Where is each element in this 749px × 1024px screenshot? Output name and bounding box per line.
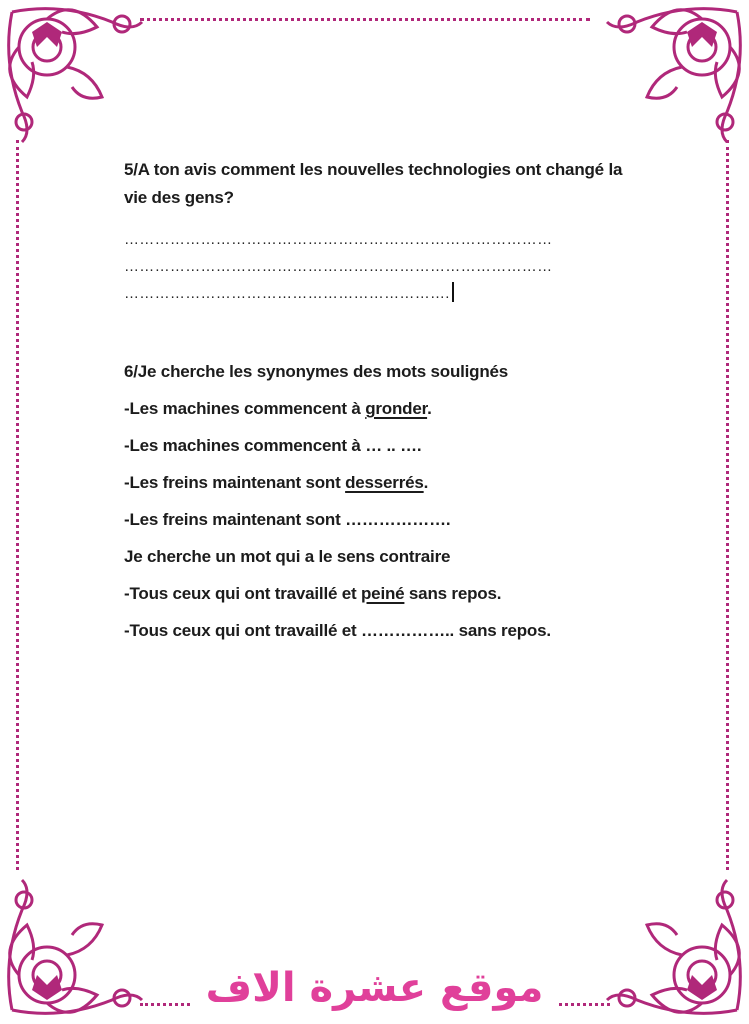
site-name-watermark: موقع عشرة الاف <box>192 965 558 1011</box>
question-6 <box>124 353 624 649</box>
corner-ornament-top-left <box>2 2 152 152</box>
underlined-word-gronder: gronder <box>365 399 428 418</box>
antonym-sentence-start: -Tous ceux qui ont travaillé et <box>124 584 361 603</box>
question-5-answer-area <box>124 226 624 307</box>
antonym-sentence-end: sans repos. <box>404 584 502 603</box>
worksheet-content <box>124 150 624 649</box>
synonym-sentence-1-end: . <box>427 399 432 418</box>
question-6-prompt: 6/Je cherche les synonymes des mots soulignés <box>124 362 509 381</box>
synonym-answer-1: -Les machines commencent à … .. …. <box>124 436 422 455</box>
synonym-sentence-2-end: . <box>423 473 429 492</box>
synonym-sentence-1-start: -Les machines commencent à <box>124 399 366 418</box>
footer <box>0 958 749 1018</box>
answer-line-3-text: ………………………………………………………. <box>124 285 450 302</box>
frame-left-border <box>16 140 19 870</box>
underlined-word-desserres: desserrés <box>345 473 424 492</box>
frame-top-border <box>140 18 590 21</box>
frame-right-border <box>726 140 729 870</box>
question-5-prompt: 5/A ton avis comment les nouvelles technologies ont changé la vie des gens? <box>124 160 623 207</box>
answer-line-3 <box>124 280 624 307</box>
corner-ornament-top-right <box>597 2 747 152</box>
synonym-sentence-1 <box>124 390 624 427</box>
synonym-sentence-2-start: -Les freins maintenant sont <box>124 473 346 492</box>
antonym-sentence <box>124 575 624 612</box>
text-cursor <box>452 282 454 302</box>
synonym-sentence-2 <box>124 464 624 501</box>
antonym-prompt: Je cherche un mot qui a le sens contraire <box>124 547 451 566</box>
answer-line-2: ………………………………………………………………………… <box>124 258 553 275</box>
answer-line-1: ………………………………………………………………………… <box>124 231 553 248</box>
antonym-answer: -Tous ceux qui ont travaillé et …………….. sans repos. <box>124 621 551 640</box>
underlined-word-peine: peiné <box>361 584 405 603</box>
synonym-answer-2: -Les freins maintenant sont ………………. <box>124 510 451 529</box>
